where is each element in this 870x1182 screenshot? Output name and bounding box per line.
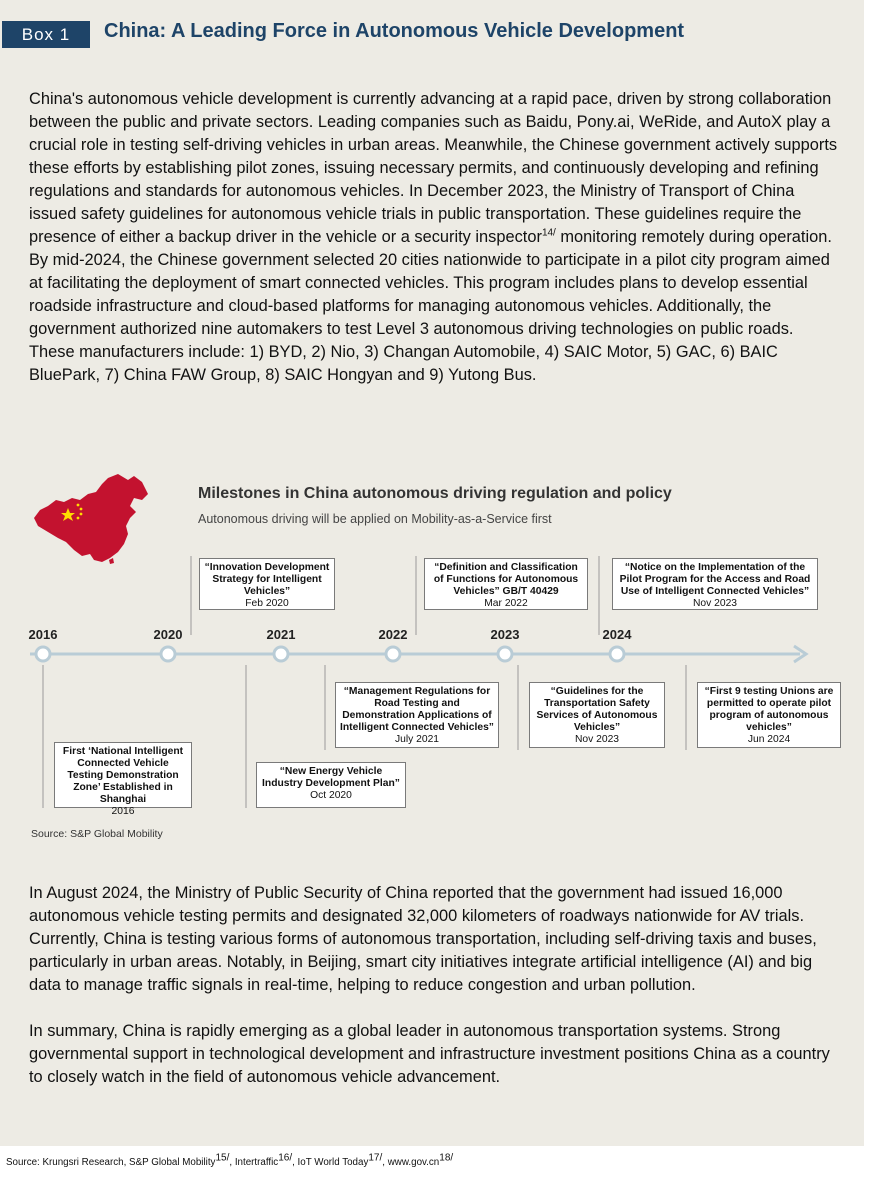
year-label: 2016 — [28, 627, 58, 642]
timeline-node — [274, 647, 288, 661]
box-title: China: A Leading Force in Autonomous Vehicle Development — [104, 20, 685, 42]
timeline-node — [161, 647, 175, 661]
closing-paragraph-2: In summary, China is rapidly emerging as a global leader in autonomous transportation systems. Strong governmental support in technological development and infrastructure investment positions China as a country to closely watch in the field of autonomous vehicle advancement. — [29, 1022, 830, 1086]
chart-source: Source: S&P Global Mobility — [31, 828, 163, 840]
timeline-node — [498, 647, 512, 661]
milestone-box: “New Energy Vehicle Industry Development Plan” Oct 2020 — [256, 762, 406, 808]
box-label: Box 1 — [2, 21, 90, 48]
timeline-node — [36, 647, 50, 661]
intro-paragraph-1: China's autonomous vehicle development is currently advancing at a rapid pace, driven by strong collaboration between the public and private sectors. Leading companies such as Baidu, Pony.ai, WeRide, and AutoX play a crucial role in testing self-driving vehicles in urban areas. Meanwhile, the Chinese government actively supports these efforts by establishing pilot zones, issuing necessary permits, and continuously developing and refining regulations and standards for autonomous vehicles. In December 2023, the Ministry of Transport of China issued safety guidelines for autonomous vehicle trials in public transportation. These guidelines require the presence of either a backup driver in the vehicle or a security inspector$^{14/}$ monitoring remotely during operation. — [29, 90, 838, 246]
closing-paragraph-1: In August 2024, the Ministry of Public Security of China reported that the government had issued 16,000 autonomous vehicle testing permits and designated 32,000 kilometers of roadways nationwide for AV trials. Currently, China is testing various forms of autonomous transportation, including self-driving taxis and buses, particularly in urban areas. Notably, in Beijing, smart city initiatives integrate artificial intelligence (AI) and big data to manage traffic signals in real-time, helping to reduce congestion and urban pollution. — [29, 884, 817, 994]
timeline-node — [386, 647, 400, 661]
milestones-subtitle: Autonomous driving will be applied on Mobility-as-a-Service first — [198, 512, 552, 526]
milestone-box: “First 9 testing Unions are permitted to operate pilot program of autonomous vehicles” Jun 2024 — [697, 682, 841, 748]
timeline-node — [610, 647, 624, 661]
milestone-box: “Notice on the Implementation of the Pilot Program for the Access and Road Use of Intelligent Connected Vehicles” Nov 2023 — [612, 558, 818, 610]
year-label: 2023 — [490, 627, 520, 642]
intro-paragraph-2: By mid-2024, the Chinese government selected 20 cities nationwide to participate in a pilot city program aimed at facilitating the deployment of smart connected vehicles. This program includes plans to develop essential roadside infrastructure and cloud-based platforms for managing autonomous vehicles. Additionally, the government authorized nine automakers to test Level 3 autonomous driving technologies on public roads. These manufacturers include: 1) BYD, 2) Nio, 3) Changan Automobile, 4) SAIC Motor, 5) GAC, 6) BAIC BluePark, 7) China FAW Group, 8) SAIC Hongyan and 9) Yutong Bus. — [29, 251, 830, 384]
closing-text — [29, 882, 839, 1089]
milestone-box: “Management Regulations for Road Testing and Demonstration Applications of Intelligent Connected Vehicles” July 2021 — [335, 682, 499, 748]
footer-source: Source: Krungsri Research, S&P Global Mobility$^{15/}$, Intertraffic$^{16/}$, IoT World Today$^{17/}$, $www.gov.cn^{18/}$ — [6, 1152, 454, 1168]
milestone-box: “Innovation Development Strategy for Intelligent Vehicles” Feb 2020 — [199, 558, 335, 610]
year-label: 2022 — [378, 627, 408, 642]
year-label: 2020 — [153, 627, 183, 642]
footnote-ref: 14/ — [541, 227, 556, 239]
year-label: 2021 — [266, 627, 296, 642]
milestone-box: First ‘National Intelligent Connected Vehicle Testing Demonstration Zone’ Established in Shanghai 2016 — [54, 742, 192, 808]
year-label: 2024 — [602, 627, 632, 642]
milestone-box: “Definition and Classification of Functions for Autonomous Vehicles” GB/T 40429 Mar 2022 — [424, 558, 588, 610]
milestone-box: “Guidelines for the Transportation Safety Services of Autonomous Vehicles” Nov 2023 — [529, 682, 665, 748]
milestones-title: Milestones in China autonomous driving regulation and policy — [198, 485, 672, 502]
intro-text — [29, 88, 839, 387]
